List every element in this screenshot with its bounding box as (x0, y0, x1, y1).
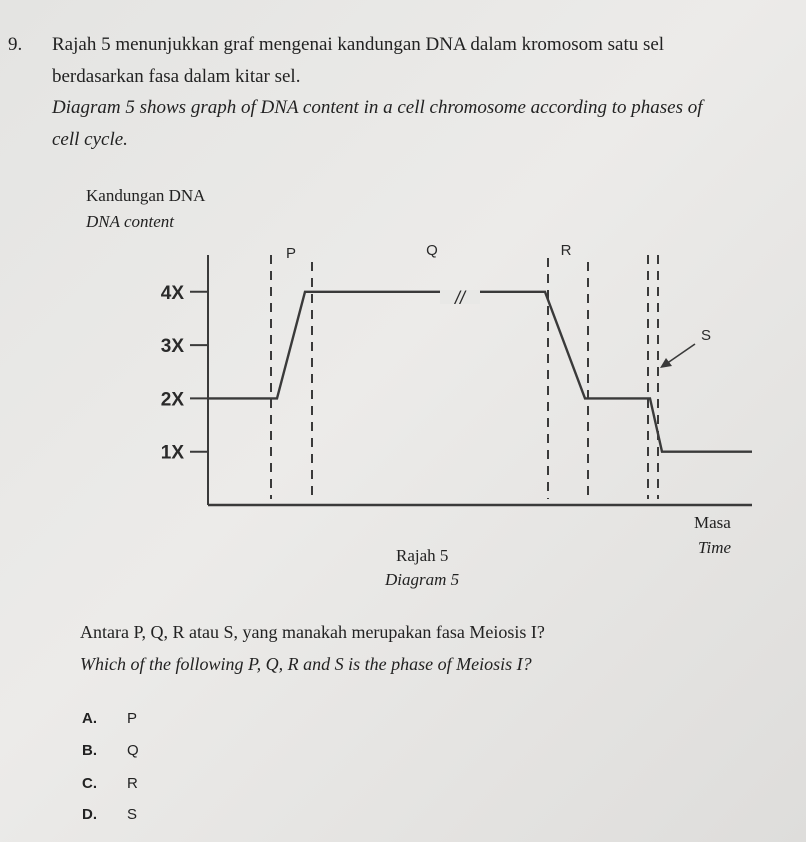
phase-label: S (700, 327, 712, 344)
option-text: P (127, 710, 138, 727)
option-letter: B. (82, 742, 97, 759)
option-text: R (127, 775, 138, 792)
axis-break-mark: // (454, 288, 466, 308)
y-axis-ticks (161, 283, 208, 464)
phase-label: R (560, 242, 572, 259)
figure-caption-english: Diagram 5 (385, 570, 460, 589)
phase-s-arrow (666, 344, 695, 364)
option-letter: C. (82, 775, 97, 792)
y-tick-label: 1X (160, 442, 184, 464)
phase-label: P (285, 245, 297, 262)
option-a[interactable] (82, 710, 137, 728)
option-b[interactable] (82, 742, 139, 760)
x-axis-title-english: Time (698, 538, 732, 557)
figure-caption-malay: Rajah 5 (396, 546, 449, 565)
y-tick-label: 4X (160, 282, 184, 304)
phase-s-arrowhead (660, 358, 672, 368)
y-tick-label: 2X (160, 389, 184, 411)
y-tick-label: 3X (160, 336, 184, 358)
option-d[interactable] (82, 806, 137, 824)
y-axis-title-english: DNA content (86, 212, 174, 231)
question-text-english-2: cell cycle. (52, 129, 128, 150)
prompt-malay: Antara P, Q, R atau S, yang manakah merupakan fasa Meiosis I? (80, 622, 545, 642)
dna-content-line (208, 292, 752, 452)
option-text: Q (127, 742, 139, 759)
question-text-english-1: Diagram 5 shows graph of DNA content in a cell chromosome according to phases of (52, 97, 703, 118)
x-axis-title-malay: Masa (694, 513, 731, 532)
graph-annotations (440, 288, 695, 368)
prompt-english: Which of the following P, Q, R and S is the phase of Meiosis I? (80, 654, 532, 674)
y-axis-title-malay: Kandungan DNA (86, 186, 206, 205)
phase-label: Q (426, 242, 438, 259)
option-letter: A. (82, 710, 97, 727)
question-number: 9. (8, 34, 23, 55)
option-text: S (127, 806, 138, 823)
option-c[interactable] (82, 775, 138, 793)
question-text-malay-1: Rajah 5 menunjukkan graf mengenai kandungan DNA dalam kromosom satu sel (52, 34, 665, 55)
question-text-malay-2: berdasarkan fasa dalam kitar sel. (52, 66, 301, 87)
option-letter: D. (82, 806, 97, 823)
